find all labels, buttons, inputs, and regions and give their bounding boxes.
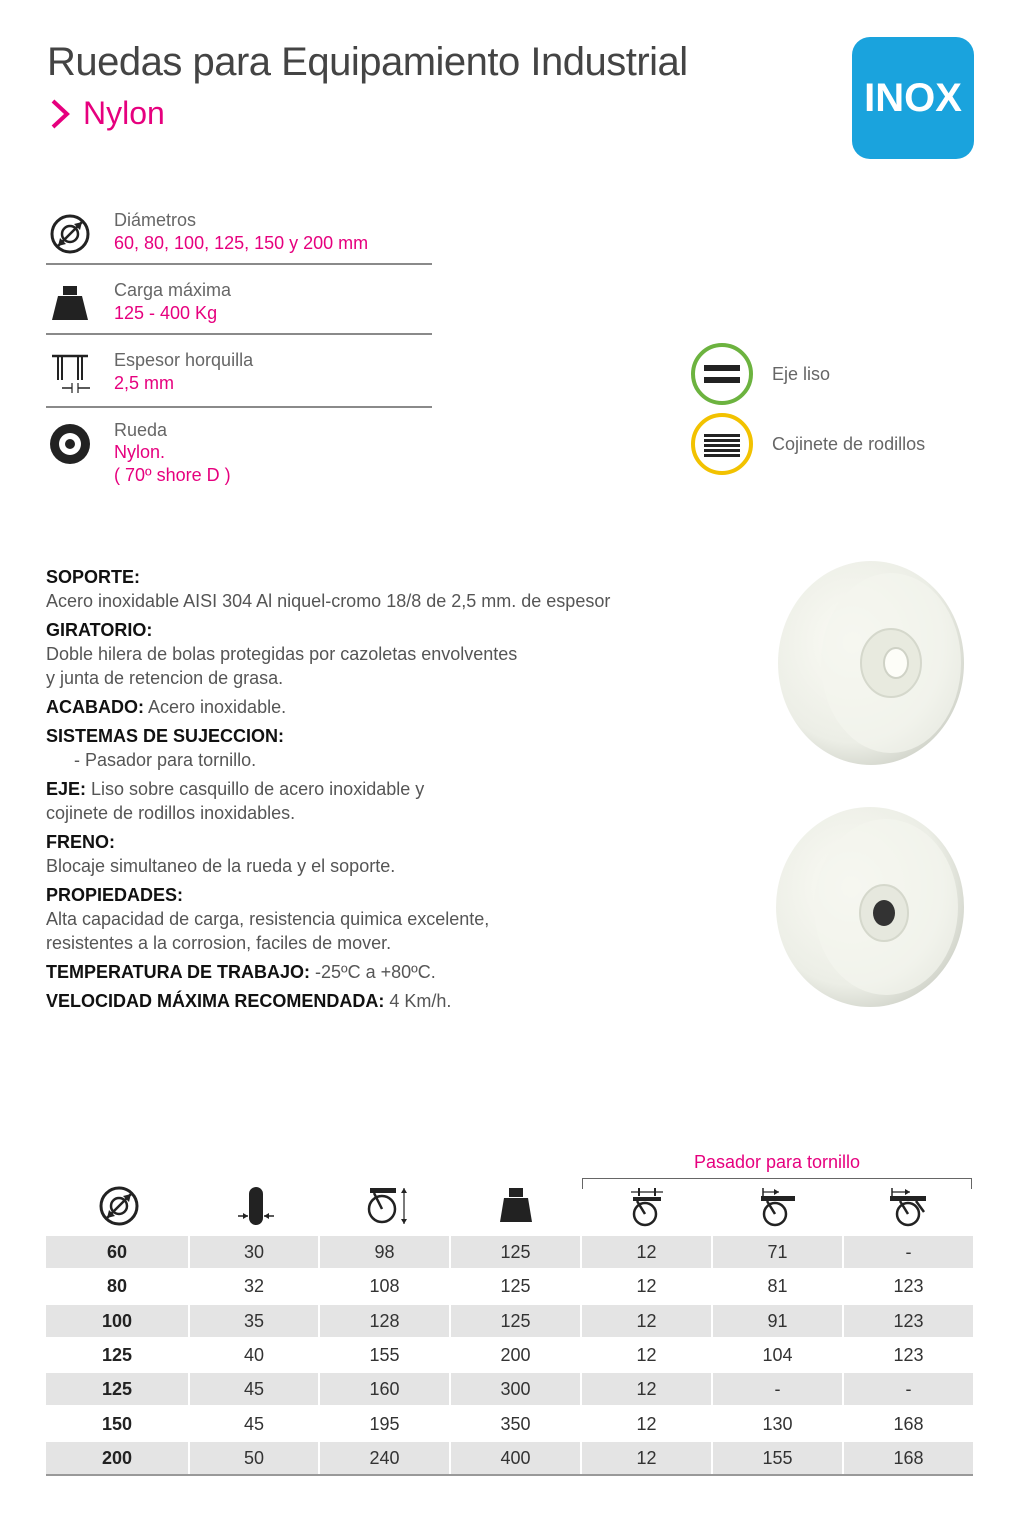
table-cell: 123 (893, 1275, 924, 1296)
spec-wheel (46, 418, 432, 493)
spec-max-load (46, 278, 432, 335)
plain-axle-icon (690, 342, 754, 406)
subtitle-text: Nylon (83, 95, 165, 131)
brake-caster-icon (886, 1184, 930, 1228)
table-row (46, 1305, 973, 1339)
table-cell: 12 (636, 1413, 657, 1434)
propiedades-text: resistentes a la corrosion, faciles de mover. (46, 933, 392, 953)
freno-heading: FRENO: (46, 832, 115, 852)
acabado-text: Acero inoxidable. (144, 697, 287, 717)
table-cell: 155 (369, 1344, 400, 1365)
spec-value: ( 70º shore D ) (114, 465, 231, 485)
spec-label: Rueda (114, 420, 168, 440)
table-cell: 155 (713, 1442, 842, 1474)
table-cell: 35 (190, 1305, 318, 1337)
table-cell: 400 (451, 1442, 580, 1474)
giratorio-text: Doble hilera de bolas protegidas por cazoletas envolventes (46, 644, 518, 664)
table-row (46, 1236, 973, 1270)
table-row (46, 1339, 973, 1373)
table-cell: 350 (500, 1413, 531, 1434)
table-cell: 91 (713, 1305, 842, 1337)
freno-text: Blocaje simultaneo de la rueda y el soporte. (46, 856, 396, 876)
table-cell: 104 (762, 1344, 793, 1365)
table-cell: 81 (767, 1275, 788, 1296)
sujeccion-text: - Pasador para tornillo. (74, 750, 257, 770)
table-cell: 12 (582, 1305, 711, 1337)
temperatura-heading: TEMPERATURA DE TRABAJO: (46, 962, 310, 982)
table-cell: 168 (893, 1413, 924, 1434)
soporte-heading: SOPORTE: (46, 567, 141, 587)
table-cell: 125 (500, 1275, 531, 1296)
table-cell: 200 (46, 1442, 188, 1474)
acabado-heading: ACABADO: (46, 697, 144, 717)
table-cell: 50 (190, 1442, 318, 1474)
giratorio-text: y junta de retencion de grasa. (46, 668, 284, 688)
table-row (46, 1442, 973, 1476)
spec-value: 125 - 400 Kg (114, 303, 218, 323)
velocidad-text: 4 Km/h. (384, 991, 452, 1011)
temperatura-text: -25ºC a +80ºC. (310, 962, 436, 982)
page-subtitle (47, 95, 165, 132)
wheel-image-plain-axle (776, 558, 966, 768)
velocidad-heading: VELOCIDAD MÁXIMA RECOMENDADA: (46, 991, 385, 1011)
table-cell: 125 (451, 1236, 580, 1268)
roller-bearing-icon (690, 412, 754, 476)
soporte-text: Acero inoxidable AISI 304 Al niquel-cromo 18/8 de 2,5 mm. de espesor (46, 591, 611, 611)
eje-text: Liso sobre casquillo de acero inoxidable y (86, 779, 425, 799)
table-cell: 125 (451, 1305, 580, 1337)
table-row (46, 1270, 973, 1304)
table-cell: 123 (844, 1305, 973, 1337)
diameter-icon (48, 212, 92, 256)
table-cell: 12 (636, 1344, 657, 1365)
table-cell: 150 (101, 1413, 133, 1434)
sujeccion-heading: SISTEMAS DE SUJECCION: (46, 726, 285, 746)
table-cell: 168 (844, 1442, 973, 1474)
chevron-right-icon (47, 97, 73, 131)
table-cell: 130 (762, 1413, 793, 1434)
legend-label: Eje liso (772, 363, 831, 384)
table-cell: - (844, 1373, 973, 1405)
table-cell: 45 (243, 1413, 265, 1434)
table-cell: 160 (320, 1373, 449, 1405)
table-cell: 32 (243, 1275, 265, 1296)
table-cell: 123 (893, 1344, 924, 1365)
legend-plain-axle (690, 342, 830, 406)
table-cell: 98 (320, 1236, 449, 1268)
table-cell: 125 (46, 1373, 188, 1405)
inox-badge: INOX (852, 37, 974, 159)
spec-value: 2,5 mm (114, 373, 175, 393)
giratorio-heading: GIRATORIO: (46, 620, 153, 640)
diameter-icon (97, 1184, 141, 1228)
spec-label: Espesor horquilla (114, 350, 254, 370)
swivel-caster-icon (755, 1184, 799, 1228)
total-height-icon (364, 1184, 408, 1228)
legend-label: Cojinete de rodillos (772, 433, 926, 454)
legend-roller-bearing (690, 412, 925, 476)
wheel-width-icon (234, 1184, 278, 1228)
spec-label: Diámetros (114, 210, 197, 230)
spec-value: Nylon. (114, 442, 166, 462)
bolt-group-label: Pasador para tornillo (693, 1152, 861, 1172)
table-bottom-rule (46, 1474, 973, 1476)
table-cell: 240 (320, 1442, 449, 1474)
page-title: Ruedas para Equipamiento Industrial (47, 40, 688, 84)
table-cell: 80 (106, 1275, 128, 1296)
table-row (46, 1408, 973, 1442)
spec-diameters (46, 208, 432, 265)
spec-value: 60, 80, 100, 125, 150 y 200 mm (114, 233, 369, 253)
table-cell: 12 (582, 1236, 711, 1268)
wheel-image-roller-bearing (774, 805, 966, 1010)
table-cell: 71 (713, 1236, 842, 1268)
table-cell: 195 (369, 1413, 400, 1434)
table-cell: 30 (190, 1236, 318, 1268)
load-icon (494, 1184, 538, 1228)
table-cell: 40 (243, 1344, 265, 1365)
bolt-hole-icon (625, 1184, 669, 1228)
table-cell: 100 (46, 1305, 188, 1337)
fork-thickness-icon (48, 352, 92, 396)
table-cell: - (713, 1373, 842, 1405)
eje-heading: EJE: (46, 779, 87, 799)
table-cell: - (844, 1236, 973, 1268)
table-cell: 200 (500, 1344, 531, 1365)
weight-icon (48, 282, 92, 326)
table-cell: 12 (582, 1373, 711, 1405)
table-cell: 12 (582, 1442, 711, 1474)
table-cell: 128 (320, 1305, 449, 1337)
table-row (46, 1373, 973, 1407)
spec-fork-thickness (46, 348, 432, 408)
table-cell: 45 (190, 1373, 318, 1405)
spec-label: Carga máxima (114, 280, 232, 300)
propiedades-heading: PROPIEDADES: (46, 885, 184, 905)
table-cell: 125 (101, 1344, 133, 1365)
propiedades-text: Alta capacidad de carga, resistencia quimica excelente, (46, 909, 490, 929)
table-cell: 12 (636, 1275, 657, 1296)
wheel-icon (48, 422, 92, 466)
table-cell: 300 (451, 1373, 580, 1405)
eje-text: cojinete de rodillos inoxidables. (46, 803, 296, 823)
product-description (46, 565, 726, 1013)
table-cell: 60 (46, 1236, 188, 1268)
table-cell: 108 (369, 1275, 400, 1296)
